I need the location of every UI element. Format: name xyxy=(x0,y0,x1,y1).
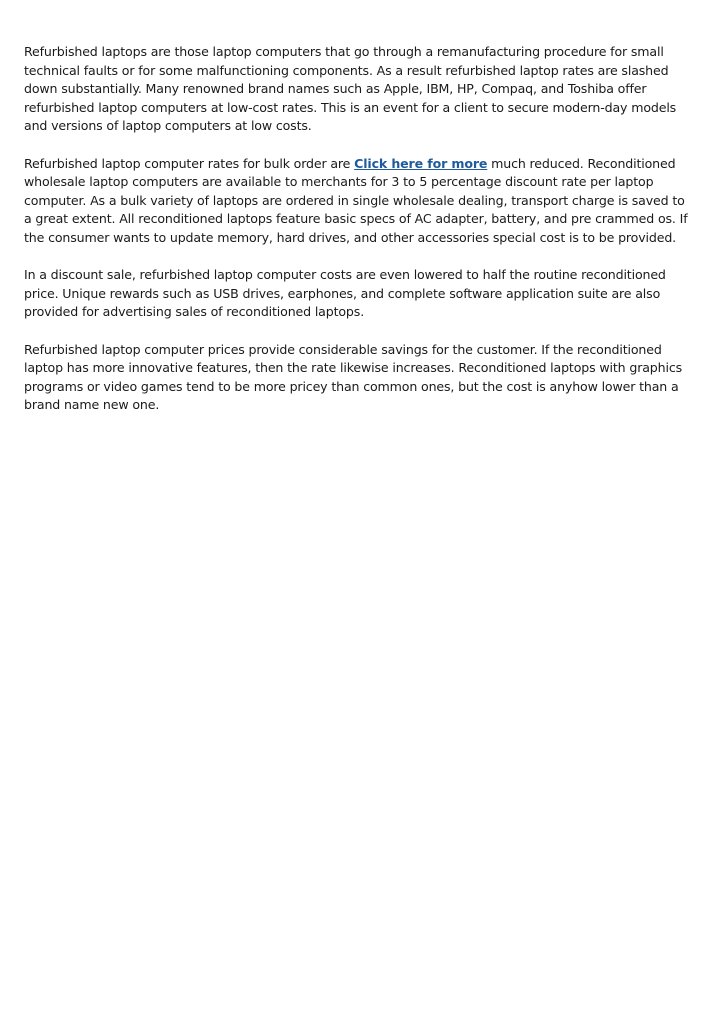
paragraph-2 xyxy=(24,155,696,248)
paragraph-2-text-after: much reduced. Reconditioned wholesale laptop computers are available to merchants for 3 to 5 percentage discount rate per laptop computer. As a bulk variety of laptops are ordered in single wholesale dealing, transport charge is saved to a great extent. All reconditioned laptops feature basic specs of AC adapter, battery, and pre crammed os. If the consumer wants to update memory, hard drives, and other accessories special cost is to be provided. xyxy=(24,155,688,245)
paragraph-1: Refurbished laptops are those laptop computers that go through a remanufacturing procedure for small technical faults or for some malfunctioning components. As a result refurbished laptop rates are slashed down substantially. Many renowned brand names such as Apple, IBM, HP, Compaq, and Toshiba offer refurbished laptop computers at low-cost rates. This is an event for a client to secure modern-day models and versions of laptop computers at low costs. xyxy=(24,44,677,133)
paragraph-2-text-before: Refurbished laptop computer rates for bulk order are xyxy=(24,155,355,171)
paragraph-3: In a discount sale, refurbished laptop computer costs are even lowered to half the routine reconditioned price. Unique rewards such as USB drives, earphones, and complete software application suite are also provided for advertising sales of reconditioned laptops. xyxy=(24,267,666,319)
paragraph-4: Refurbished laptop computer prices provide considerable savings for the customer. If the reconditioned laptop has more innovative features, then the rate likewise increases. Reconditioned laptops with graphics programs or video games tend to be more pricey than common ones, but the cost is anyhow lower than a brand name new one. xyxy=(24,341,683,412)
document-body xyxy=(24,43,696,434)
click-here-link[interactable]: Click here for more xyxy=(354,155,488,171)
